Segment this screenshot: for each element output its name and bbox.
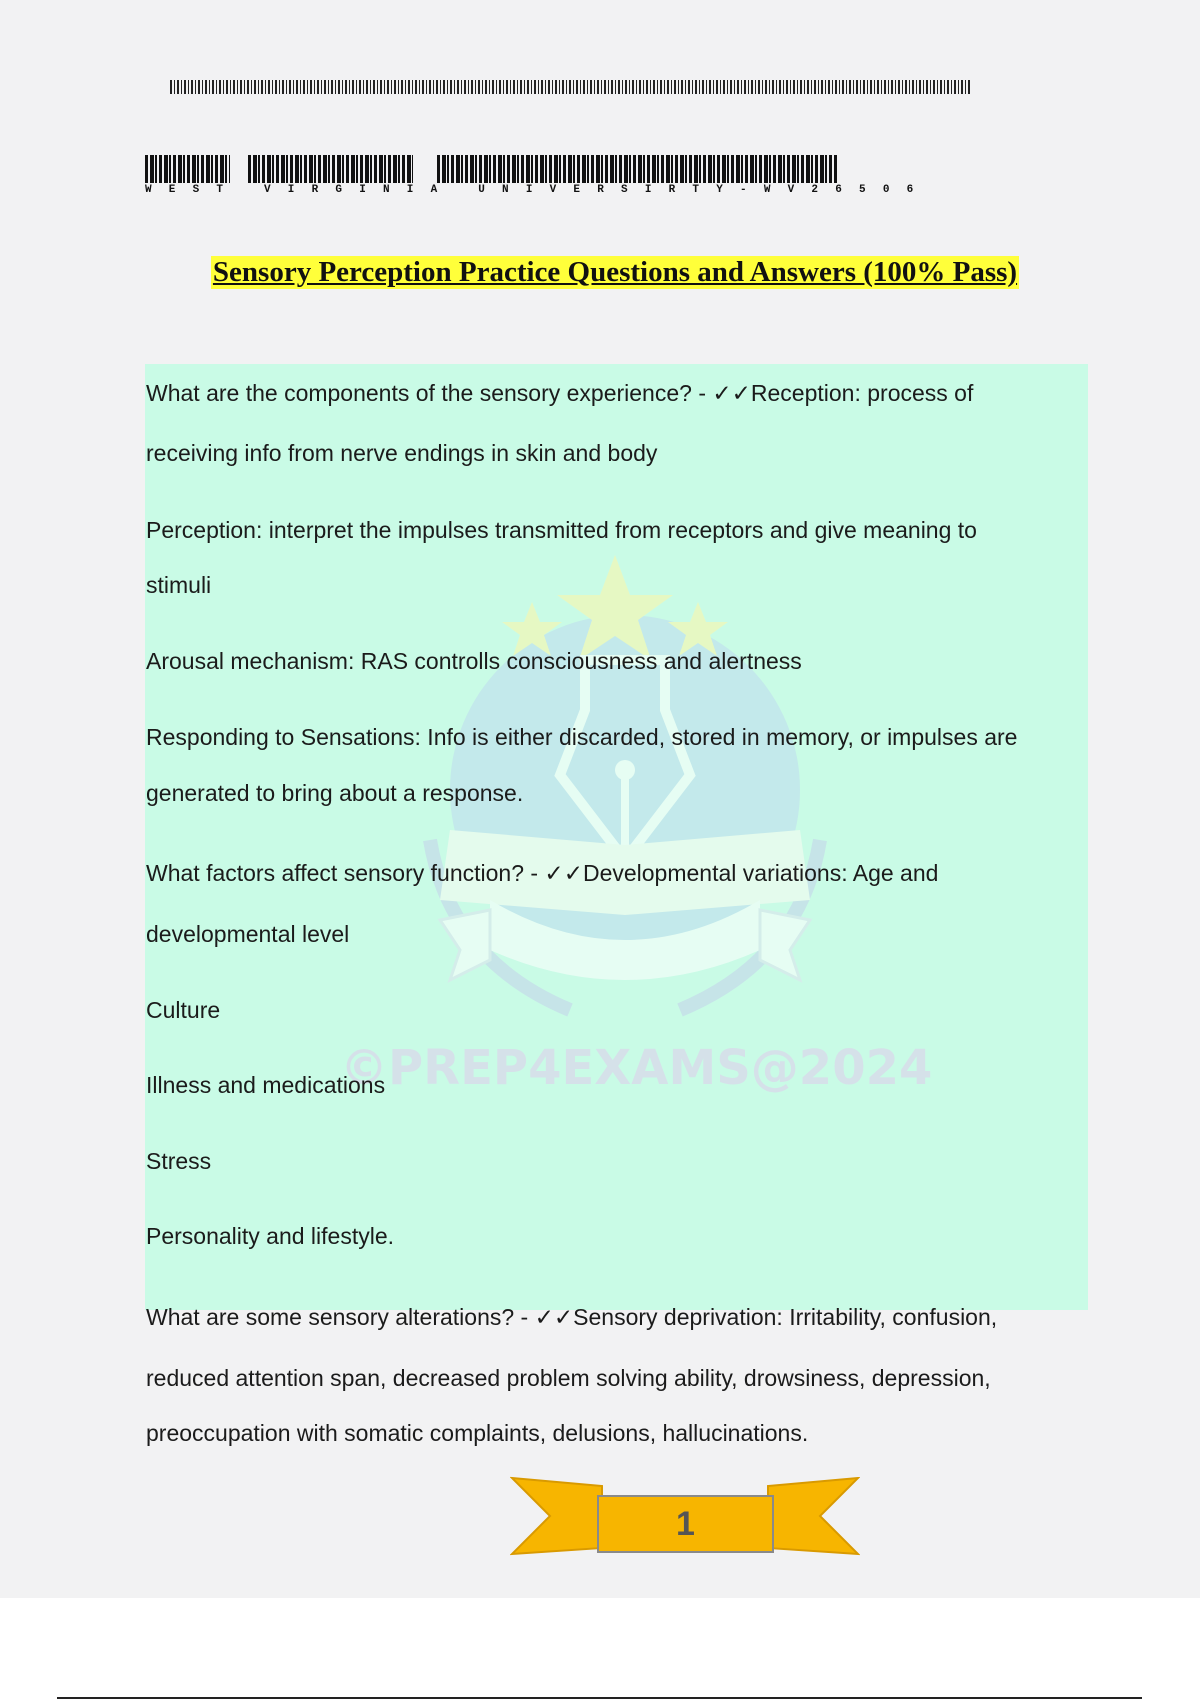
paragraph-line: Responding to Sensations: Info is either discarded, stored in memory, or impulses are: [146, 724, 1018, 750]
page-number: 1: [676, 1505, 695, 1543]
paragraph-line: Arousal mechanism: RAS controlls consciousness and alertness: [146, 648, 802, 674]
paragraph-line: Perception: interpret the impulses transmitted from receptors and give meaning to: [146, 517, 977, 543]
document-title: Sensory Perception Practice Questions and Answers (100% Pass): [212, 256, 1018, 288]
paragraph-line: Personality and lifestyle.: [146, 1223, 395, 1249]
divider: [57, 1697, 1142, 1699]
paragraph-line: stimuli: [146, 572, 212, 598]
header-watermark-text: [146, 76, 1043, 96]
watermark-logo-icon: [340, 540, 920, 1100]
barcode-segment: [437, 155, 837, 183]
paragraph-line: developmental level: [146, 921, 350, 947]
paragraph-line: What are the components of the sensory experience? - ✓✓Reception: process of: [146, 380, 974, 406]
barcode-segment: [248, 155, 413, 183]
paragraph-line: reduced attention span, decreased problem solving ability, drowsiness, depression,: [146, 1365, 991, 1391]
barcode-caption: WEST VIRGINIA UNIVERSIRTY-WV26506: [145, 184, 931, 196]
paragraph-line: What factors affect sensory function? - ✓✓Developmental variations: Age and: [146, 860, 939, 886]
paragraph-line: Culture: [146, 997, 221, 1023]
paragraph-line: Illness and medications: [146, 1072, 386, 1098]
paragraph-line: preoccupation with somatic complaints, delusions, hallucinations.: [146, 1420, 809, 1446]
watermark-text: ©PREP4EXAMS@2024: [340, 1040, 933, 1096]
paragraph-line: What are some sensory alterations? - ✓✓Sensory deprivation: Irritability, confusion,: [146, 1304, 998, 1330]
barcode-segment: [145, 155, 230, 183]
paragraph-line: generated to bring about a response.: [146, 780, 524, 806]
paragraph-line: Stress: [146, 1148, 212, 1174]
paragraph-line: receiving info from nerve endings in skin and body: [146, 440, 658, 466]
